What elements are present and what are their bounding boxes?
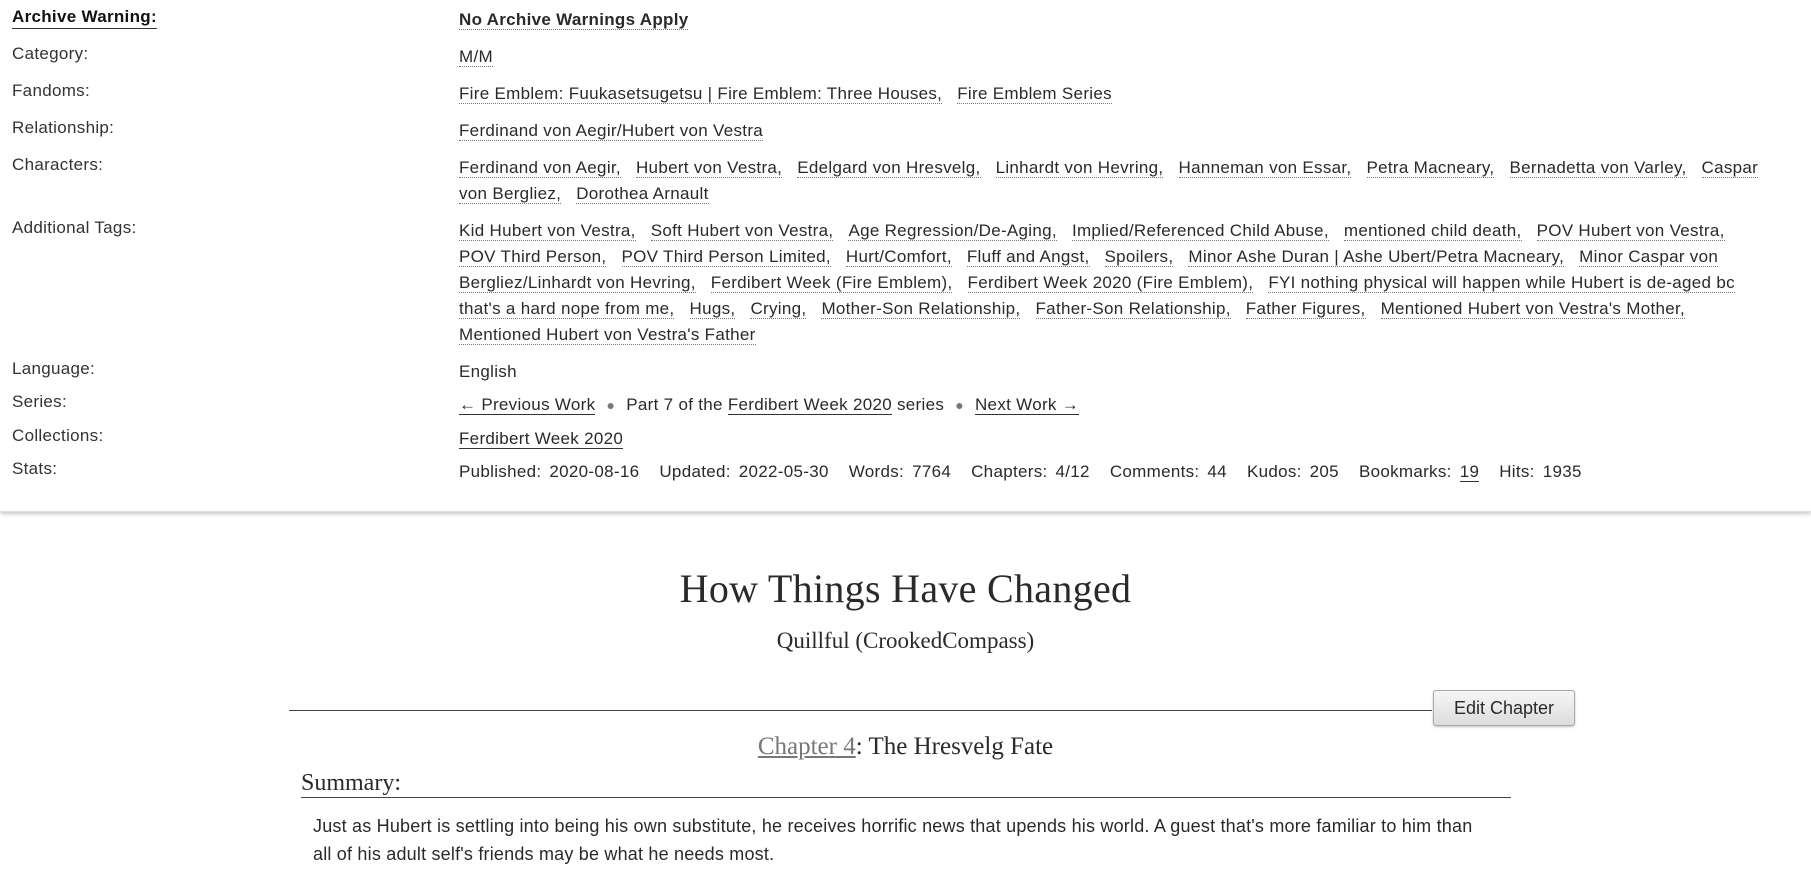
tag-separator [1351,158,1356,177]
tag-link[interactable]: Implied/Referenced Child Abuse, [1071,221,1329,240]
stat-label: Published: [459,462,542,481]
stat-label: Comments: [1109,462,1200,481]
language-label: Language: [12,359,96,378]
tag-link[interactable]: Kid Hubert von Vestra, [459,221,636,240]
stat-label: Bookmarks: [1358,462,1452,481]
category-label: Category: [12,44,89,63]
tag-separator [1020,299,1025,318]
series-navigation [459,392,1759,418]
tag-separator [952,273,957,292]
summary-text: Just as Hubert is settling into being his own substitute, he receives horrific news that upends his world. A guest that's more familiar to him than all of his adult self's friends may be what he needs most. [313,816,1473,864]
tag-link[interactable]: Mother-Son Relationship, [821,299,1021,318]
tag-link[interactable]: Bernadetta von Varley, [1509,158,1687,177]
tag-link[interactable]: Hurt/Comfort, [845,247,952,266]
series-suffix: series [897,395,945,414]
next-work-link[interactable]: Next Work → [974,395,1080,414]
tag-separator [1564,247,1569,266]
tag-separator [952,247,957,266]
tag-link[interactable]: Ferdinand von Aegir, [459,158,621,177]
tag-link[interactable]: Mentioned Hubert von Vestra's Father [459,325,756,344]
tag-separator [1494,158,1499,177]
archive-warning-tags [459,7,1759,33]
tag-link[interactable]: Mentioned Hubert von Vestra's Mother, [1380,299,1686,318]
tag-link[interactable]: Father-Son Relationship, [1035,299,1231,318]
tag-separator [1366,299,1371,318]
tag-link[interactable]: Fire Emblem: Fuukasetsugetsu | Fire Emblem: Three Houses, [459,84,943,103]
tag-link[interactable]: Caspar von Bergliez, [459,158,1759,203]
collection-link[interactable]: Ferdibert Week 2020 [459,429,624,448]
tag-link[interactable]: Linhardt von Hevring, [995,158,1164,177]
tag-link[interactable]: POV Third Person Limited, [621,247,831,266]
tag-separator [942,84,947,103]
tag-link[interactable]: Ferdibert Week (Fire Emblem), [710,273,953,292]
chapter-title [0,733,1811,761]
tag-separator [981,158,986,177]
tag-separator [831,247,836,266]
tag-separator [833,221,838,240]
tag-link[interactable]: Ferdinand von Aegir/Hubert von Vestra [459,121,764,140]
tag-link[interactable]: Fluff and Angst, [966,247,1090,266]
work-title: How Things Have Changed [679,566,1132,611]
tag-separator [1090,247,1095,266]
relationship-tags [459,118,1759,144]
tag-link[interactable]: POV Third Person, [459,247,607,266]
stat-value: 7764 [912,462,952,481]
tag-link[interactable]: mentioned child death, [1343,221,1522,240]
tag-link[interactable]: No Archive Warnings Apply [459,10,689,29]
stat-label: Updated: [659,462,731,481]
stat-value: 205 [1309,462,1339,481]
tag-link[interactable]: Soft Hubert von Vestra, [650,221,834,240]
fandoms-label: Fandoms: [12,81,90,100]
chapter-link[interactable]: Chapter 4 [757,733,856,760]
stat-label: Words: [848,462,905,481]
previous-work-link[interactable]: ← Previous Work [459,395,596,414]
tag-link[interactable]: Edelgard von Hresvelg, [797,158,981,177]
fandom-tags [459,81,1759,107]
tag-link[interactable]: Hanneman von Essar, [1178,158,1352,177]
stat-value: 1935 [1542,462,1582,481]
tag-link[interactable]: Ferdibert Week 2020 (Fire Emblem), [967,273,1254,292]
tag-separator [1163,158,1168,177]
tag-separator [606,247,611,266]
tag-link[interactable]: Age Regression/De-Aging, [848,221,1057,240]
additional-tags-label: Additional Tags: [12,218,137,237]
tag-separator [1329,221,1334,240]
stat-label: Hits: [1499,462,1535,481]
author-byline[interactable]: Quillful (CrookedCompass) [776,628,1035,653]
tag-link[interactable]: Hubert von Vestra, [635,158,783,177]
category-tags [459,44,1759,70]
character-tags [459,155,1759,207]
stat-value: 4/12 [1055,462,1090,481]
tag-separator [1173,247,1178,266]
edit-chapter-button[interactable]: Edit Chapter [1433,690,1575,726]
chapter-title-text: : The Hresvelg Fate [855,733,1054,760]
stat-value[interactable]: 19 [1459,462,1480,481]
tag-link[interactable]: POV Hubert von Vestra, [1536,221,1725,240]
tag-link[interactable]: M/M [459,47,493,66]
stat-value: 2022-05-30 [738,462,829,481]
tag-separator [782,158,787,177]
tag-separator [674,299,679,318]
relationship-label: Relationship: [12,118,115,137]
stat-label: Chapters: [971,462,1048,481]
tag-link[interactable]: Father Figures, [1245,299,1366,318]
tag-separator [1057,221,1062,240]
tag-separator [636,221,641,240]
stats-label: Stats: [12,459,58,478]
series-link[interactable]: Ferdibert Week 2020 [727,395,892,414]
tag-link[interactable]: Hugs, [689,299,736,318]
tag-link[interactable]: Petra Macneary, [1366,158,1495,177]
collections-label: Collections: [12,426,104,445]
bullet-separator: ● [606,397,616,413]
tag-separator [1231,299,1236,318]
tag-separator [806,299,811,318]
tag-separator [735,299,740,318]
tag-separator [696,273,701,292]
tag-link[interactable]: Crying, [750,299,807,318]
tag-link[interactable]: Minor Ashe Duran | Ashe Ubert/Petra Macneary, [1188,247,1565,266]
tag-link[interactable]: Dorothea Arnault [576,184,709,203]
tag-link[interactable]: Fire Emblem Series [957,84,1112,103]
stat-value: 44 [1207,462,1227,481]
tag-link[interactable]: Spoilers, [1104,247,1174,266]
tag-link[interactable]: Minor Caspar von Bergliez/Linhardt von Hevring, [459,247,1719,292]
series-label: Series: [12,392,68,411]
tag-separator [561,184,566,203]
collection-tags [459,426,1759,452]
additional-tags [459,218,1759,348]
stat-label: Kudos: [1246,462,1302,481]
tag-separator [1253,273,1258,292]
stats-list [459,459,1759,485]
bullet-separator: ● [955,397,964,413]
tag-link[interactable]: FYI nothing physical will happen while Hubert is de-aged bc that's a hard nope from me, [459,273,1735,318]
chapter-divider [289,710,1432,711]
archive-warning-label: Archive Warning: [12,7,157,29]
stat-value: 2020-08-16 [549,462,640,481]
characters-label: Characters: [12,155,104,174]
series-part-text: Part 7 of the [626,395,723,414]
tag-separator [1522,221,1527,240]
summary-heading: Summary: [301,770,1511,798]
language-value: English [459,362,517,381]
tag-separator [621,158,626,177]
tag-separator [1687,158,1692,177]
